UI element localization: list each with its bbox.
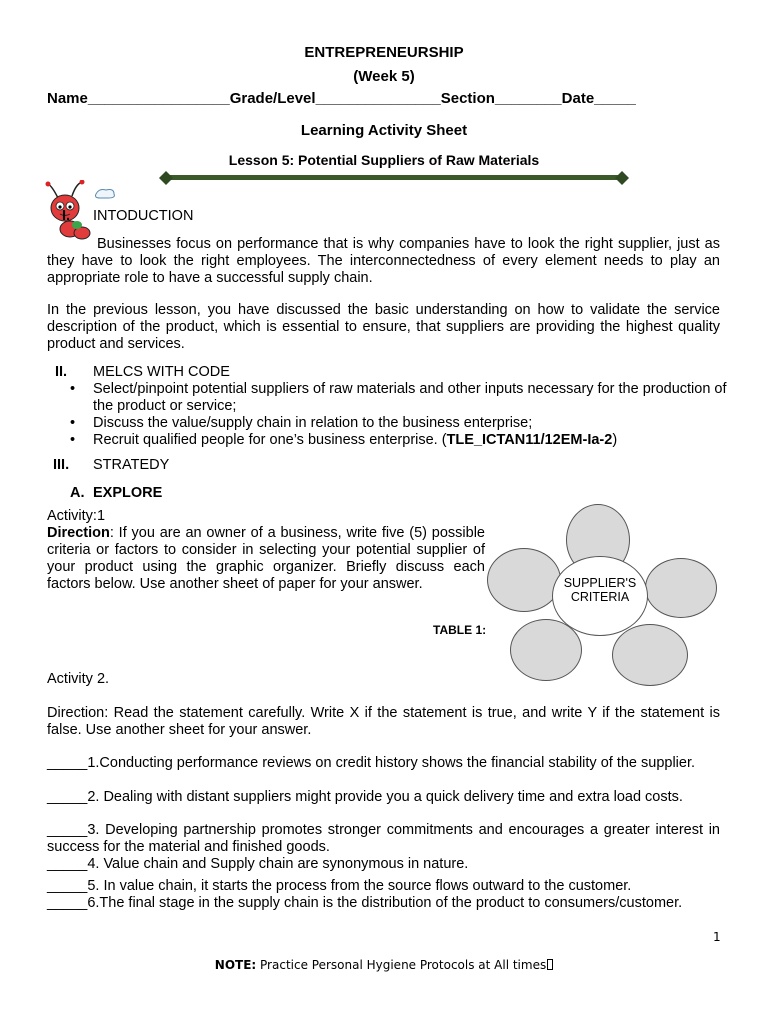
sheet-title: Learning Activity Sheet [300, 122, 468, 139]
direction-text: : If you are an owner of a business, write five (5) possible criteria or factors to consider in selecting your potential supplier of your product using the graphic organizer. Briefly discuss each factors below. Use another sheet of paper for your answer. [47, 525, 485, 592]
melcs-list [70, 381, 730, 449]
list-item: _____3. Developing partnership promotes stronger commitments and encourages a greater interest in success for the material and finished goods. [47, 822, 720, 855]
date-label: Date [561, 90, 595, 107]
melcs-numeral: II. [55, 364, 68, 380]
melc-code-close: ) [612, 432, 618, 448]
intro-paragraph-2: In the previous lesson, you have discussed the basic understanding on how to validate the service description of the product, which is essential to ensure, that suppliers are providing the highest quality product and services. [47, 302, 720, 352]
criteria-circle-left[interactable] [487, 548, 561, 612]
lesson-title: Lesson 5: Potential Suppliers of Raw Materials [228, 152, 540, 168]
name-field[interactable]: _________________ [87, 90, 230, 107]
hub-line-2: CRITERIA [570, 590, 630, 604]
week-label: (Week 5) [353, 68, 415, 85]
strategy-numeral: III. [53, 457, 70, 473]
activity2-label: Activity 2. [47, 671, 110, 687]
name-label: Name [47, 90, 88, 107]
intro-numeral: I. [62, 208, 71, 224]
note-text: Practice Personal Hygiene Protocols at All times [256, 958, 547, 972]
table1-label: TABLE 1: [433, 623, 487, 637]
missing-glyph-icon [547, 959, 553, 970]
explore-letter: A. [70, 485, 85, 501]
explore-heading: EXPLORE [93, 485, 163, 501]
note-label: NOTE: [214, 958, 257, 972]
melcs-heading: MELCS WITH CODE [93, 364, 230, 380]
list-item [70, 432, 730, 449]
criteria-circle-bottom-right[interactable] [612, 624, 688, 686]
section-field[interactable]: ________ [494, 90, 562, 107]
criteria-circle-right[interactable] [645, 558, 717, 618]
activity1-label: Activity:1 [47, 508, 106, 524]
date-field[interactable]: _____ [594, 90, 636, 107]
grade-field[interactable]: _______________ [315, 90, 441, 107]
list-item: • Discuss the value/supply chain in relation to the business enterprise; [70, 415, 730, 432]
intro-paragraph-1: Businesses focus on performance that is why companies have to look the right supplier, just as they have to look the right employees. The interconnectedness of every element needs to play an appropriate role to have a successful supply chain. [47, 236, 720, 286]
melcs-item-text: Recruit qualified people for one’s business enterprise. ( [93, 432, 447, 448]
list-item: _____1.Conducting performance reviews on credit history shows the financial stability of the supplier. [47, 755, 696, 771]
strategy-heading: STRATEDY [93, 457, 170, 473]
section-label: Section [440, 90, 495, 107]
document-title: ENTREPRENEURSHIP [304, 44, 464, 61]
intro-heading: INTODUCTION [93, 208, 194, 224]
melc-code: TLE_ICTAN11/12EM-Ia-2 [446, 432, 613, 448]
list-item: • Select/pinpoint potential suppliers of raw materials and other inputs necessary for the production of the product or service; [70, 381, 730, 415]
page-number: 1 [713, 930, 721, 944]
footer-note [0, 958, 768, 972]
list-item: _____5. In value chain, it starts the process from the source flows outward to the customer. [47, 878, 632, 894]
lesson-divider [158, 170, 630, 186]
direction-label: Direction [47, 525, 110, 541]
list-item: _____6.The final stage in the supply chain is the distribution of the product to consumers/customer. [47, 895, 683, 911]
list-item: _____2. Dealing with distant suppliers might provide you a quick delivery time and extra load costs. [47, 789, 683, 805]
grade-label: Grade/Level [229, 90, 316, 107]
list-item: _____4. Value chain and Supply chain are synonymous in nature. [47, 856, 469, 872]
hub-line-1: SUPPLIER'S [563, 576, 637, 590]
student-info-line [47, 90, 636, 107]
suppliers-criteria-hub [552, 556, 648, 636]
activity1-direction [47, 525, 485, 593]
activity2-direction: Direction: Read the statement carefully. Write X if the statement is true, and write Y if the statement is false. Use another sheet for your answer. [47, 705, 720, 738]
